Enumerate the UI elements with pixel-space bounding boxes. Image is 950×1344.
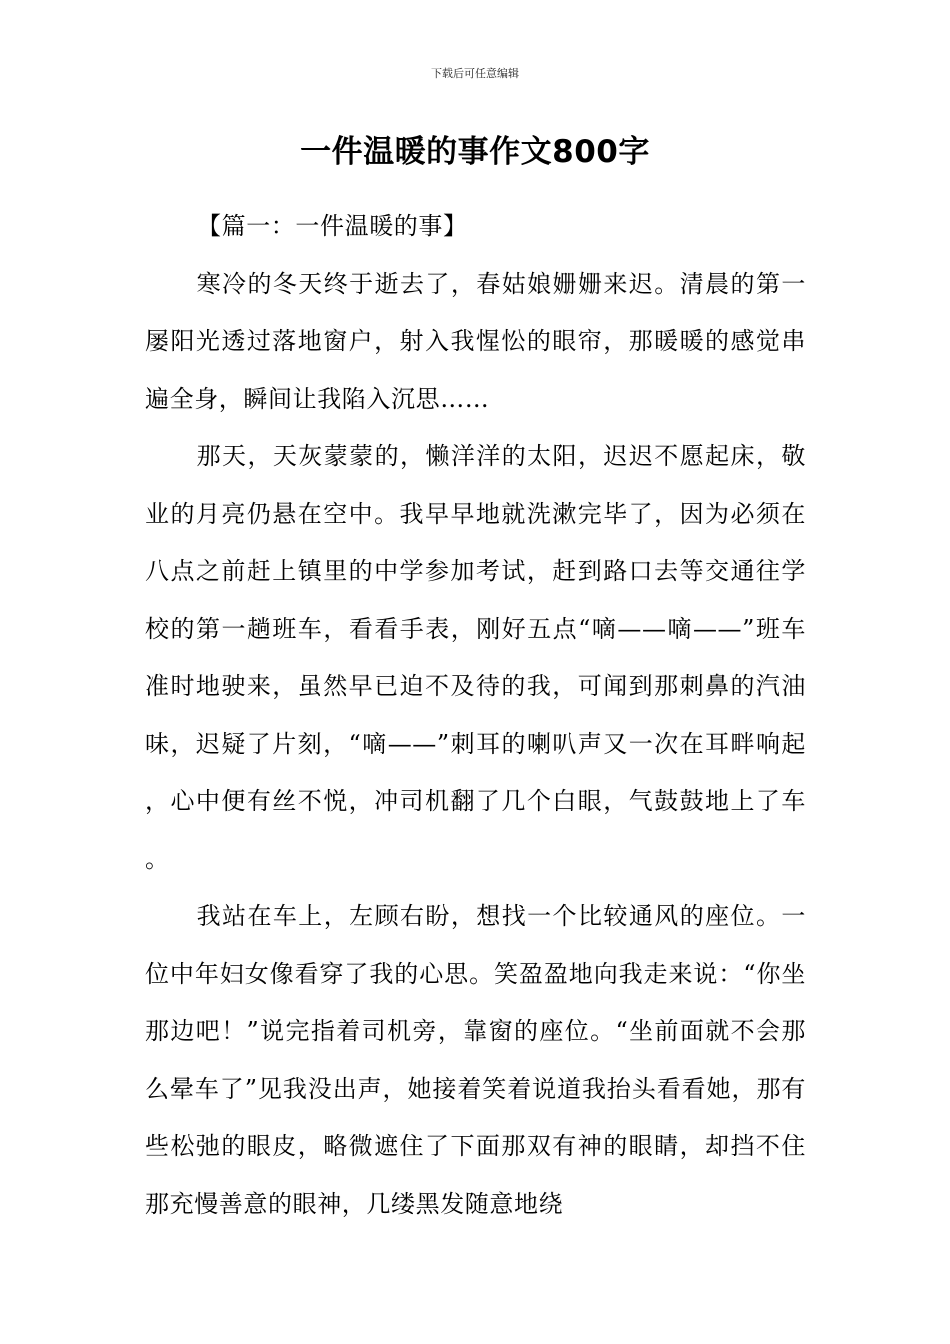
paragraph-3: 我站在车上，左顾右盼，想找一个比较通风的座位。一位中年妇女像看穿了我的心思。笑盈盈地向我走来说：“你坐那边吧！”说完指着司机旁，靠窗的座位。“坐前面就不会那么晕车了”见我没出声，她接着笑着说道我抬头看看她，那有些松弛的眼皮，略微遮住了下面那双有神的眼睛，却挡不住那充慢善意的眼神，几缕黑发随意地绕 <box>145 902 806 1218</box>
header-note: 下载后可任意编辑 <box>431 67 519 80</box>
document-body <box>145 198 806 1233</box>
document-title: 一件温暖的事作文800字 <box>300 134 650 170</box>
paragraph-2: 那天，天灰蒙蒙的，懒洋洋的太阳，迟迟不愿起床，敬业的月亮仍悬在空中。我早早地就洗漱完毕了，因为必须在八点之前赶上镇里的中学参加考试，赶到路口去等交通往学校的第一趟班车，看看手表，刚好五点“嘀——嘀——”班车准时地驶来，虽然早已迫不及待的我，可闻到那刺鼻的汽油味，迟疑了片刻，“嘀——”刺耳的喇叭声又一次在耳畔响起，心中便有丝不悦，冲司机翻了几个白眼，气鼓鼓地上了车。 <box>145 442 806 873</box>
paragraph-1: 寒冷的冬天终于逝去了，春姑娘姗姗来迟。清晨的第一屡阳光透过落地窗户，射入我惺忪的眼帘，那暖暖的感觉串遍全身，瞬间让我陷入沉思…… <box>145 269 806 413</box>
section-heading: 【篇一：一件温暖的事】 <box>197 212 468 240</box>
